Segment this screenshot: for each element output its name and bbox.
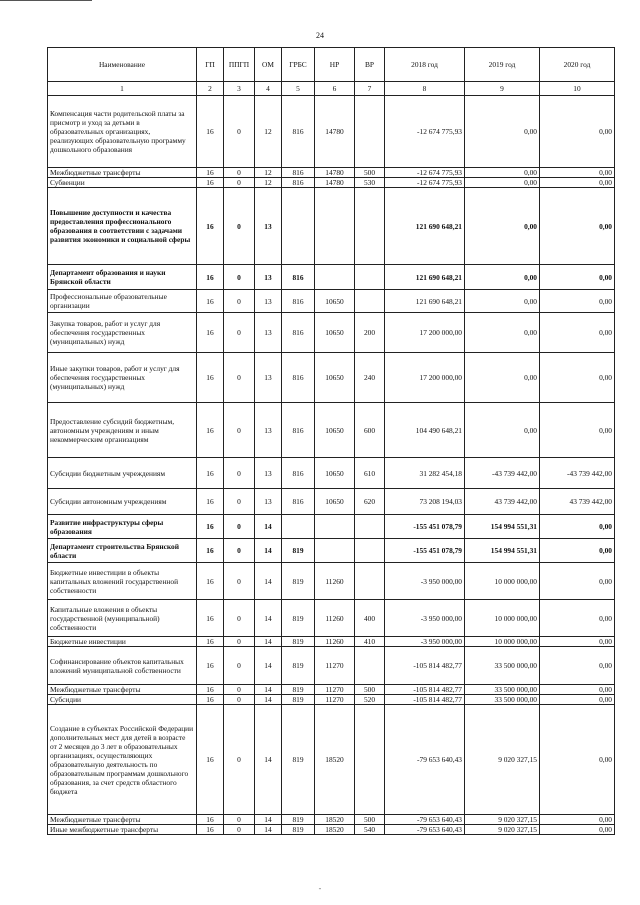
amount-2018-cell: -155 451 078,79 — [385, 539, 465, 563]
grbs-cell: 816 — [282, 458, 315, 489]
om-cell: 14 — [255, 637, 282, 647]
amount-2019-cell: 0,00 — [465, 96, 540, 168]
gp-cell: 16 — [197, 265, 224, 290]
gp-cell: 16 — [197, 489, 224, 515]
grbs-cell: 819 — [282, 815, 315, 825]
amount-2020-cell: 0,00 — [540, 313, 615, 353]
header-cell: ВР — [355, 48, 385, 82]
amount-2020-cell: 0,00 — [540, 685, 615, 695]
header-cell: ГП — [197, 48, 224, 82]
amount-2020-cell: 0,00 — [540, 168, 615, 178]
amount-2020-cell: 0,00 — [540, 353, 615, 403]
vr-cell — [355, 563, 385, 600]
vr-cell: 620 — [355, 489, 385, 515]
grbs-cell: 819 — [282, 563, 315, 600]
ppgp-cell: 0 — [224, 539, 255, 563]
table-row — [48, 647, 615, 685]
nr-cell: 18520 — [315, 825, 355, 835]
gp-cell: 16 — [197, 313, 224, 353]
grbs-cell: 819 — [282, 539, 315, 563]
table-row — [48, 353, 615, 403]
ppgp-cell: 0 — [224, 290, 255, 313]
amount-2020-cell: 0,00 — [540, 695, 615, 705]
amount-2018-cell: 17 200 000,00 — [385, 353, 465, 403]
amount-2020-cell: 0,00 — [540, 265, 615, 290]
amount-2018-cell: -79 653 640,43 — [385, 815, 465, 825]
amount-2020-cell: 0,00 — [540, 403, 615, 458]
amount-2020-cell: 0,00 — [540, 290, 615, 313]
vr-cell — [355, 188, 385, 265]
table-row — [48, 563, 615, 600]
amount-2019-cell: 10 000 000,00 — [465, 563, 540, 600]
header-cell: ППГП — [224, 48, 255, 82]
om-cell: 13 — [255, 290, 282, 313]
amount-2018-cell: 104 490 648,21 — [385, 403, 465, 458]
vr-cell: 530 — [355, 178, 385, 188]
gp-cell: 16 — [197, 600, 224, 637]
table-row — [48, 178, 615, 188]
table-row — [48, 600, 615, 637]
om-cell: 14 — [255, 600, 282, 637]
ppgp-cell: 0 — [224, 637, 255, 647]
ppgp-cell: 0 — [224, 265, 255, 290]
gp-cell: 16 — [197, 705, 224, 815]
gp-cell: 16 — [197, 825, 224, 835]
nr-cell — [315, 515, 355, 539]
amount-2018-cell: 121 690 648,21 — [385, 290, 465, 313]
column-number-cell: 8 — [385, 82, 465, 96]
amount-2018-cell: -105 814 482,77 — [385, 647, 465, 685]
table-row — [48, 489, 615, 515]
ppgp-cell: 0 — [224, 705, 255, 815]
amount-2020-cell: 0,00 — [540, 178, 615, 188]
gp-cell: 16 — [197, 290, 224, 313]
row-name-cell: Межбюджетные трансферты — [48, 168, 197, 178]
row-name-cell: Повышение доступности и качества предоставления профессионального образования в соответствии с задачами развития экономики и социальной сферы — [48, 188, 197, 265]
amount-2020-cell: 0,00 — [540, 563, 615, 600]
row-name-cell: Профессиональные образовательные организации — [48, 290, 197, 313]
amount-2018-cell: 121 690 648,21 — [385, 265, 465, 290]
table-row — [48, 695, 615, 705]
gp-cell: 16 — [197, 815, 224, 825]
row-name-cell: Создание в субъектах Российской Федерации дополнительных мест для детей в возрасте от 2 месяцев до 3 лет в образовательных организациях, осуществляющих образовательную деятельность по образовательным программам дошкольного образования, за счет средств областного бюджета — [48, 705, 197, 815]
amount-2018-cell: -3 950 000,00 — [385, 600, 465, 637]
nr-cell: 18520 — [315, 705, 355, 815]
header-cell: ГРБС — [282, 48, 315, 82]
gp-cell: 16 — [197, 178, 224, 188]
amount-2018-cell: -12 674 775,93 — [385, 96, 465, 168]
grbs-cell: 819 — [282, 637, 315, 647]
nr-cell: 11260 — [315, 637, 355, 647]
om-cell: 12 — [255, 168, 282, 178]
vr-cell: 400 — [355, 600, 385, 637]
ppgp-cell: 0 — [224, 489, 255, 515]
nr-cell: 14780 — [315, 178, 355, 188]
vr-cell — [355, 96, 385, 168]
gp-cell: 16 — [197, 563, 224, 600]
om-cell: 14 — [255, 825, 282, 835]
nr-cell: 10650 — [315, 458, 355, 489]
ppgp-cell: 0 — [224, 96, 255, 168]
column-number-cell: 7 — [355, 82, 385, 96]
grbs-cell: 816 — [282, 403, 315, 458]
table-row — [48, 265, 615, 290]
row-name-cell: Субвенции — [48, 178, 197, 188]
nr-cell: 11270 — [315, 685, 355, 695]
nr-cell: 11260 — [315, 600, 355, 637]
budget-table — [47, 47, 615, 835]
grbs-cell — [282, 188, 315, 265]
header-cell: 2019 год — [465, 48, 540, 82]
vr-cell — [355, 647, 385, 685]
amount-2019-cell: 33 500 000,00 — [465, 647, 540, 685]
vr-cell: 600 — [355, 403, 385, 458]
vr-cell: 500 — [355, 815, 385, 825]
amount-2020-cell: 0,00 — [540, 647, 615, 685]
row-name-cell: Бюджетные инвестиции в объекты капитальных вложений государственной собственности — [48, 563, 197, 600]
om-cell: 13 — [255, 403, 282, 458]
gp-cell: 16 — [197, 695, 224, 705]
om-cell: 14 — [255, 539, 282, 563]
gp-cell: 16 — [197, 647, 224, 685]
gp-cell: 16 — [197, 515, 224, 539]
table-row — [48, 515, 615, 539]
amount-2018-cell: -3 950 000,00 — [385, 637, 465, 647]
amount-2020-cell: 0,00 — [540, 705, 615, 815]
table-row — [48, 290, 615, 313]
ppgp-cell: 0 — [224, 685, 255, 695]
column-number-cell: 9 — [465, 82, 540, 96]
amount-2019-cell: 0,00 — [465, 403, 540, 458]
column-number-row — [48, 82, 615, 96]
gp-cell: 16 — [197, 403, 224, 458]
grbs-cell: 816 — [282, 265, 315, 290]
table-row — [48, 825, 615, 835]
ppgp-cell: 0 — [224, 515, 255, 539]
grbs-cell: 816 — [282, 290, 315, 313]
gp-cell: 16 — [197, 188, 224, 265]
ppgp-cell: 0 — [224, 178, 255, 188]
amount-2019-cell: 0,00 — [465, 168, 540, 178]
nr-cell: 18520 — [315, 815, 355, 825]
nr-cell: 10650 — [315, 353, 355, 403]
gp-cell: 16 — [197, 353, 224, 403]
column-number-cell: 1 — [48, 82, 197, 96]
column-number-cell: 3 — [224, 82, 255, 96]
row-name-cell: Межбюджетные трансферты — [48, 815, 197, 825]
vr-cell: 240 — [355, 353, 385, 403]
footer-mark: - — [318, 884, 322, 893]
table-row — [48, 313, 615, 353]
om-cell: 12 — [255, 178, 282, 188]
amount-2019-cell: 0,00 — [465, 290, 540, 313]
grbs-cell: 819 — [282, 647, 315, 685]
column-number-cell: 6 — [315, 82, 355, 96]
row-name-cell: Софинансирование объектов капитальных вложений муниципальной собственности — [48, 647, 197, 685]
om-cell: 14 — [255, 563, 282, 600]
grbs-cell: 816 — [282, 178, 315, 188]
amount-2020-cell: 0,00 — [540, 515, 615, 539]
amount-2019-cell: 10 000 000,00 — [465, 600, 540, 637]
ppgp-cell: 0 — [224, 600, 255, 637]
table-row — [48, 96, 615, 168]
vr-cell: 500 — [355, 685, 385, 695]
amount-2019-cell: 9 020 327,15 — [465, 815, 540, 825]
table-row — [48, 637, 615, 647]
gp-cell: 16 — [197, 637, 224, 647]
amount-2020-cell: -43 739 442,00 — [540, 458, 615, 489]
grbs-cell: 819 — [282, 600, 315, 637]
amount-2018-cell: -79 653 640,43 — [385, 705, 465, 815]
om-cell: 13 — [255, 265, 282, 290]
nr-cell — [315, 265, 355, 290]
nr-cell: 10650 — [315, 313, 355, 353]
nr-cell — [315, 188, 355, 265]
vr-cell: 520 — [355, 695, 385, 705]
ppgp-cell: 0 — [224, 458, 255, 489]
row-name-cell: Компенсация части родительской платы за присмотр и уход за детьми в образовательных организациях, реализующих образовательную программу дошкольного образования — [48, 96, 197, 168]
nr-cell: 14780 — [315, 96, 355, 168]
nr-cell: 10650 — [315, 290, 355, 313]
column-number-cell: 4 — [255, 82, 282, 96]
ppgp-cell: 0 — [224, 188, 255, 265]
amount-2018-cell: 31 282 454,18 — [385, 458, 465, 489]
gp-cell: 16 — [197, 685, 224, 695]
row-name-cell: Капитальные вложения в объекты государственной (муниципальной) собственности — [48, 600, 197, 637]
vr-cell — [355, 705, 385, 815]
amount-2020-cell: 0,00 — [540, 96, 615, 168]
table-row — [48, 188, 615, 265]
row-name-cell: Субсидии бюджетным учреждениям — [48, 458, 197, 489]
table-row — [48, 458, 615, 489]
grbs-cell: 819 — [282, 695, 315, 705]
top-rule — [0, 0, 92, 1]
grbs-cell: 819 — [282, 685, 315, 695]
amount-2019-cell: 154 994 551,31 — [465, 515, 540, 539]
vr-cell: 410 — [355, 637, 385, 647]
om-cell: 14 — [255, 705, 282, 815]
ppgp-cell: 0 — [224, 647, 255, 685]
amount-2019-cell: 10 000 000,00 — [465, 637, 540, 647]
column-number-cell: 2 — [197, 82, 224, 96]
vr-cell: 200 — [355, 313, 385, 353]
vr-cell: 500 — [355, 168, 385, 178]
amount-2018-cell: 17 200 000,00 — [385, 313, 465, 353]
nr-cell: 10650 — [315, 489, 355, 515]
nr-cell: 11270 — [315, 647, 355, 685]
table-row — [48, 403, 615, 458]
amount-2019-cell: 0,00 — [465, 313, 540, 353]
om-cell: 13 — [255, 313, 282, 353]
amount-2018-cell: -12 674 775,93 — [385, 168, 465, 178]
amount-2019-cell: -43 739 442,00 — [465, 458, 540, 489]
om-cell: 14 — [255, 647, 282, 685]
amount-2020-cell: 0,00 — [540, 188, 615, 265]
amount-2019-cell: 9 020 327,15 — [465, 705, 540, 815]
gp-cell: 16 — [197, 539, 224, 563]
row-name-cell: Предоставление субсидий бюджетным, автономным учреждениям и иным некоммерческим организациям — [48, 403, 197, 458]
grbs-cell — [282, 515, 315, 539]
amount-2018-cell: -105 814 482,77 — [385, 685, 465, 695]
amount-2018-cell: -12 674 775,93 — [385, 178, 465, 188]
nr-cell: 10650 — [315, 403, 355, 458]
amount-2019-cell: 0,00 — [465, 188, 540, 265]
amount-2020-cell: 0,00 — [540, 600, 615, 637]
grbs-cell: 816 — [282, 353, 315, 403]
ppgp-cell: 0 — [224, 815, 255, 825]
amount-2018-cell: -155 451 078,79 — [385, 515, 465, 539]
table-row — [48, 815, 615, 825]
ppgp-cell: 0 — [224, 825, 255, 835]
amount-2019-cell: 0,00 — [465, 178, 540, 188]
om-cell: 13 — [255, 458, 282, 489]
ppgp-cell: 0 — [224, 695, 255, 705]
table-row — [48, 705, 615, 815]
grbs-cell: 816 — [282, 96, 315, 168]
ppgp-cell: 0 — [224, 403, 255, 458]
amount-2018-cell: -3 950 000,00 — [385, 563, 465, 600]
row-name-cell: Департамент образования и науки Брянской области — [48, 265, 197, 290]
ppgp-cell: 0 — [224, 563, 255, 600]
row-name-cell: Закупка товаров, работ и услуг для обеспечения государственных (муниципальных) нужд — [48, 313, 197, 353]
om-cell: 14 — [255, 695, 282, 705]
nr-cell: 11270 — [315, 695, 355, 705]
grbs-cell: 816 — [282, 313, 315, 353]
row-name-cell: Бюджетные инвестиции — [48, 637, 197, 647]
column-number-cell: 10 — [540, 82, 615, 96]
amount-2019-cell: 33 500 000,00 — [465, 685, 540, 695]
amount-2018-cell: -105 814 482,77 — [385, 695, 465, 705]
amount-2019-cell: 33 500 000,00 — [465, 695, 540, 705]
amount-2020-cell: 0,00 — [540, 815, 615, 825]
row-name-cell: Развитие инфраструктуры сферы образования — [48, 515, 197, 539]
nr-cell — [315, 539, 355, 563]
om-cell: 14 — [255, 685, 282, 695]
om-cell: 14 — [255, 515, 282, 539]
vr-cell: 540 — [355, 825, 385, 835]
grbs-cell: 819 — [282, 705, 315, 815]
om-cell: 12 — [255, 96, 282, 168]
gp-cell: 16 — [197, 458, 224, 489]
table-row — [48, 685, 615, 695]
ppgp-cell: 0 — [224, 353, 255, 403]
amount-2019-cell: 43 739 442,00 — [465, 489, 540, 515]
amount-2018-cell: 121 690 648,21 — [385, 188, 465, 265]
grbs-cell: 816 — [282, 489, 315, 515]
om-cell: 13 — [255, 188, 282, 265]
ppgp-cell: 0 — [224, 313, 255, 353]
om-cell: 14 — [255, 815, 282, 825]
header-cell: НР — [315, 48, 355, 82]
row-name-cell: Иные межбюджетные трансферты — [48, 825, 197, 835]
column-number-cell: 5 — [282, 82, 315, 96]
row-name-cell: Департамент строительства Брянской области — [48, 539, 197, 563]
grbs-cell: 816 — [282, 168, 315, 178]
amount-2020-cell: 43 739 442,00 — [540, 489, 615, 515]
grbs-cell: 819 — [282, 825, 315, 835]
amount-2018-cell: 73 208 194,03 — [385, 489, 465, 515]
header-cell: 2018 год — [385, 48, 465, 82]
header-cell: Наименование — [48, 48, 197, 82]
header-cell: 2020 год — [540, 48, 615, 82]
amount-2019-cell: 0,00 — [465, 265, 540, 290]
amount-2018-cell: -79 653 640,43 — [385, 825, 465, 835]
nr-cell: 14780 — [315, 168, 355, 178]
ppgp-cell: 0 — [224, 168, 255, 178]
table-row — [48, 539, 615, 563]
vr-cell — [355, 290, 385, 313]
vr-cell — [355, 515, 385, 539]
row-name-cell: Субсидии автономным учреждениям — [48, 489, 197, 515]
row-name-cell: Межбюджетные трансферты — [48, 685, 197, 695]
amount-2019-cell: 0,00 — [465, 353, 540, 403]
header-cell: ОМ — [255, 48, 282, 82]
vr-cell: 610 — [355, 458, 385, 489]
amount-2020-cell: 0,00 — [540, 637, 615, 647]
amount-2019-cell: 154 994 551,31 — [465, 539, 540, 563]
page-number: 24 — [316, 31, 324, 40]
nr-cell: 11260 — [315, 563, 355, 600]
header-row — [48, 48, 615, 82]
gp-cell: 16 — [197, 168, 224, 178]
vr-cell — [355, 265, 385, 290]
amount-2019-cell: 9 020 327,15 — [465, 825, 540, 835]
om-cell: 13 — [255, 353, 282, 403]
row-name-cell: Субсидии — [48, 695, 197, 705]
row-name-cell: Иные закупки товаров, работ и услуг для обеспечения государственных (муниципальных) нужд — [48, 353, 197, 403]
gp-cell: 16 — [197, 96, 224, 168]
om-cell: 13 — [255, 489, 282, 515]
amount-2020-cell: 0,00 — [540, 539, 615, 563]
table-row — [48, 168, 615, 178]
amount-2020-cell: 0,00 — [540, 825, 615, 835]
vr-cell — [355, 539, 385, 563]
